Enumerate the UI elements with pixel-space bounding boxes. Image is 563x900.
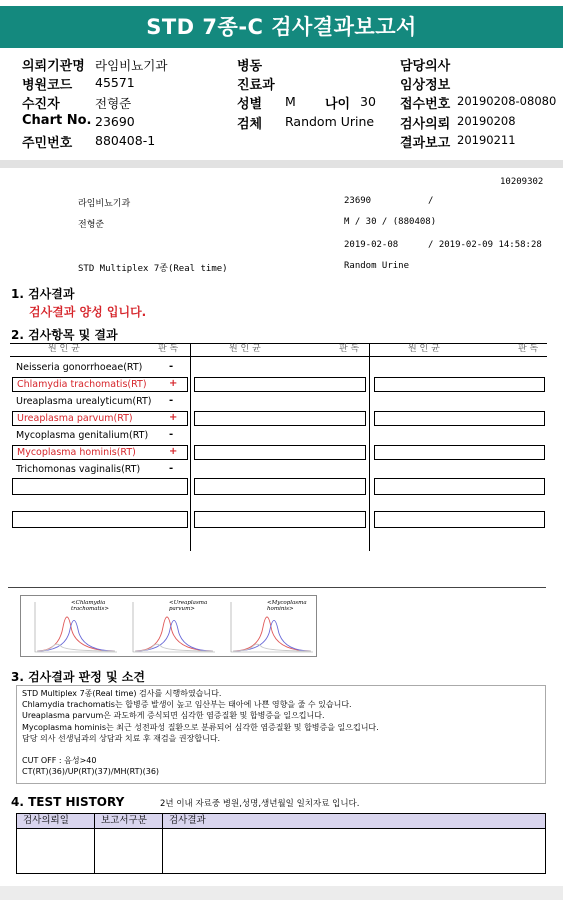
col-head-pathogen: 원 인 균	[408, 344, 440, 354]
comment-line: Chlamydia trachomatis는 합병증 발생이 높고 임산부는 태아에 나쁜 영향을 줄 수 있습니다.	[22, 700, 352, 710]
comment-line: Mycoplasma hominis는 최근 성전파성 질환으로 분류되어 심각한 염증질환 및 합병증을 일으킵니다.	[22, 722, 379, 732]
results-grid	[10, 343, 547, 551]
result-message: 검사결과 양성 입니다.	[29, 305, 147, 319]
report-chart: 23690	[344, 196, 372, 206]
history-cell	[162, 829, 546, 874]
hospital-code-label: 병원코드	[22, 78, 73, 93]
comment-line: CT(RT)(36)/UP(RT)(37)/MH(RT)(36)	[22, 767, 160, 777]
footer-bar	[0, 886, 563, 900]
graph-label: <Ureaplasma parvum>	[169, 600, 208, 612]
result-row-positive: Mycoplasma hominis(RT)	[12, 445, 188, 460]
specimen-value: Random Urine	[285, 114, 375, 129]
graph-rule	[8, 587, 546, 588]
report-date-end: / 2019-02-09 14:58:28	[428, 240, 542, 250]
report-slash: /	[428, 196, 434, 206]
receipt-label: 접수번호	[400, 97, 451, 112]
empty-result-box	[374, 478, 545, 495]
comment-line: STD Multiplex 7종(Real time) 검사를 시행하였습니다.	[22, 689, 222, 698]
empty-result-box	[194, 445, 366, 460]
history-col-type: 보고서구분	[94, 813, 163, 829]
empty-result-box	[12, 478, 188, 495]
graph-label: <Chlamydia trachomatis>	[71, 600, 109, 612]
chart-label: Chart No.	[22, 113, 92, 128]
comment-line: Ureaplasma parvum은 과도하게 증식되면 심각한 염증질환 및 합병증을 일으킵니다.	[22, 711, 325, 721]
report-clinic: 라임비뇨기과	[78, 199, 131, 209]
empty-result-box	[374, 511, 545, 528]
chart-value: 23690	[95, 114, 135, 129]
empty-result-box	[194, 411, 366, 426]
empty-result-box	[374, 445, 545, 460]
amplification-curve	[135, 617, 213, 651]
history-col-result: 검사결과	[162, 813, 546, 829]
hospital-code-value: 45571	[95, 75, 135, 90]
grid-header-rule	[10, 343, 547, 357]
result-judgement: +	[169, 378, 178, 389]
clinical-label: 임상정보	[400, 78, 451, 93]
grid-divider	[190, 343, 191, 551]
report-sex-age: M / 30 / (880408)	[344, 217, 437, 227]
patient-header	[0, 55, 563, 151]
report-date-start: 2019-02-08	[344, 240, 399, 250]
empty-result-box	[194, 478, 366, 495]
sex-value: M	[285, 94, 296, 109]
result-row-positive: Ureaplasma parvum(RT)	[12, 411, 188, 426]
doctor-label: 담당의사	[400, 59, 451, 74]
comment-line: CUT OFF : 음성>40	[22, 756, 97, 766]
result-row-positive: Chlamydia trachomatis(RT)	[12, 377, 188, 392]
result-row: Mycoplasma genitalium(RT)	[16, 430, 149, 441]
sex-label: 성별	[237, 97, 263, 112]
amplification-graphs	[20, 595, 317, 657]
grid-divider	[369, 343, 370, 551]
graph-label: <Mycoplasma hominis>	[267, 600, 307, 612]
section4-title: 4. TEST HISTORY	[11, 795, 125, 809]
request-label: 검사의뢰	[400, 117, 451, 132]
header-divider	[0, 160, 563, 168]
empty-result-box	[374, 411, 545, 426]
age-label: 나이	[325, 97, 351, 112]
rrn-label: 주민번호	[22, 136, 73, 151]
empty-result-box	[12, 511, 188, 528]
report-title: STD 7종-C 검사결과보고서	[0, 6, 563, 48]
result-judgement: +	[169, 446, 178, 457]
report-specimen: Random Urine	[344, 261, 410, 271]
amplification-graph	[223, 598, 315, 656]
dept-label: 진료과	[237, 78, 275, 93]
patient-label: 수진자	[22, 97, 60, 112]
history-note: 2년 이내 자료중 병원,성명,생년월일 일치자료 입니다.	[160, 799, 360, 809]
section2-title: 2. 검사항목 및 결과	[11, 328, 118, 342]
report-code: 10209302	[500, 177, 544, 187]
col-head-judge: 판 독	[339, 344, 360, 354]
result-judgement: +	[169, 412, 178, 423]
result-row: Ureaplasma urealyticum(RT)	[16, 396, 152, 407]
report-date-value: 20190211	[457, 133, 516, 147]
institution-label: 의뢰기관명	[22, 59, 85, 74]
amplification-curve	[37, 620, 115, 651]
request-value: 20190208	[457, 114, 516, 128]
section1-title: 1. 검사결과	[11, 287, 75, 301]
empty-result-box	[194, 511, 366, 528]
report-date-label: 결과보고	[400, 136, 451, 151]
result-row: Neisseria gonorrhoeae(RT)	[16, 362, 143, 373]
comment-line	[22, 744, 540, 755]
section3-title: 3. 검사결과 판정 및 소견	[11, 670, 145, 684]
history-cell	[16, 829, 95, 874]
col-head-judge: 판 독	[158, 344, 179, 354]
patient-value: 전형준	[95, 96, 132, 111]
result-judgement: -	[169, 429, 174, 440]
result-judgement: -	[169, 395, 174, 406]
comment-line: 담당 의사 선생님과의 상담과 치료 후 재검을 권장합니다.	[22, 733, 221, 743]
institution-value: 라임비뇨기과	[95, 58, 168, 73]
col-head-pathogen: 원 인 균	[229, 344, 261, 354]
result-judgement: -	[169, 463, 174, 474]
amplification-curve	[233, 620, 311, 651]
specimen-label: 검체	[237, 117, 263, 132]
age-value: 30	[360, 94, 376, 109]
amplification-graph	[125, 598, 217, 656]
history-cell	[94, 829, 163, 874]
empty-result-box	[374, 377, 545, 392]
history-col-date: 검사의뢰일	[16, 813, 95, 829]
report-patient: 전형준	[78, 220, 105, 230]
col-head-pathogen: 원 인 균	[48, 344, 80, 354]
empty-result-box	[194, 377, 366, 392]
result-judgement: -	[169, 361, 174, 372]
receipt-value: 20190208-08080	[457, 94, 557, 108]
result-row: Trichomonas vaginalis(RT)	[16, 464, 141, 475]
ward-label: 병동	[237, 59, 263, 74]
amplification-graph	[27, 598, 119, 656]
interpretation-box	[16, 685, 546, 784]
col-head-judge: 판 독	[518, 344, 539, 354]
report-test-name: STD Multiplex 7종(Real time)	[78, 264, 228, 274]
rrn-value: 880408-1	[95, 133, 156, 148]
